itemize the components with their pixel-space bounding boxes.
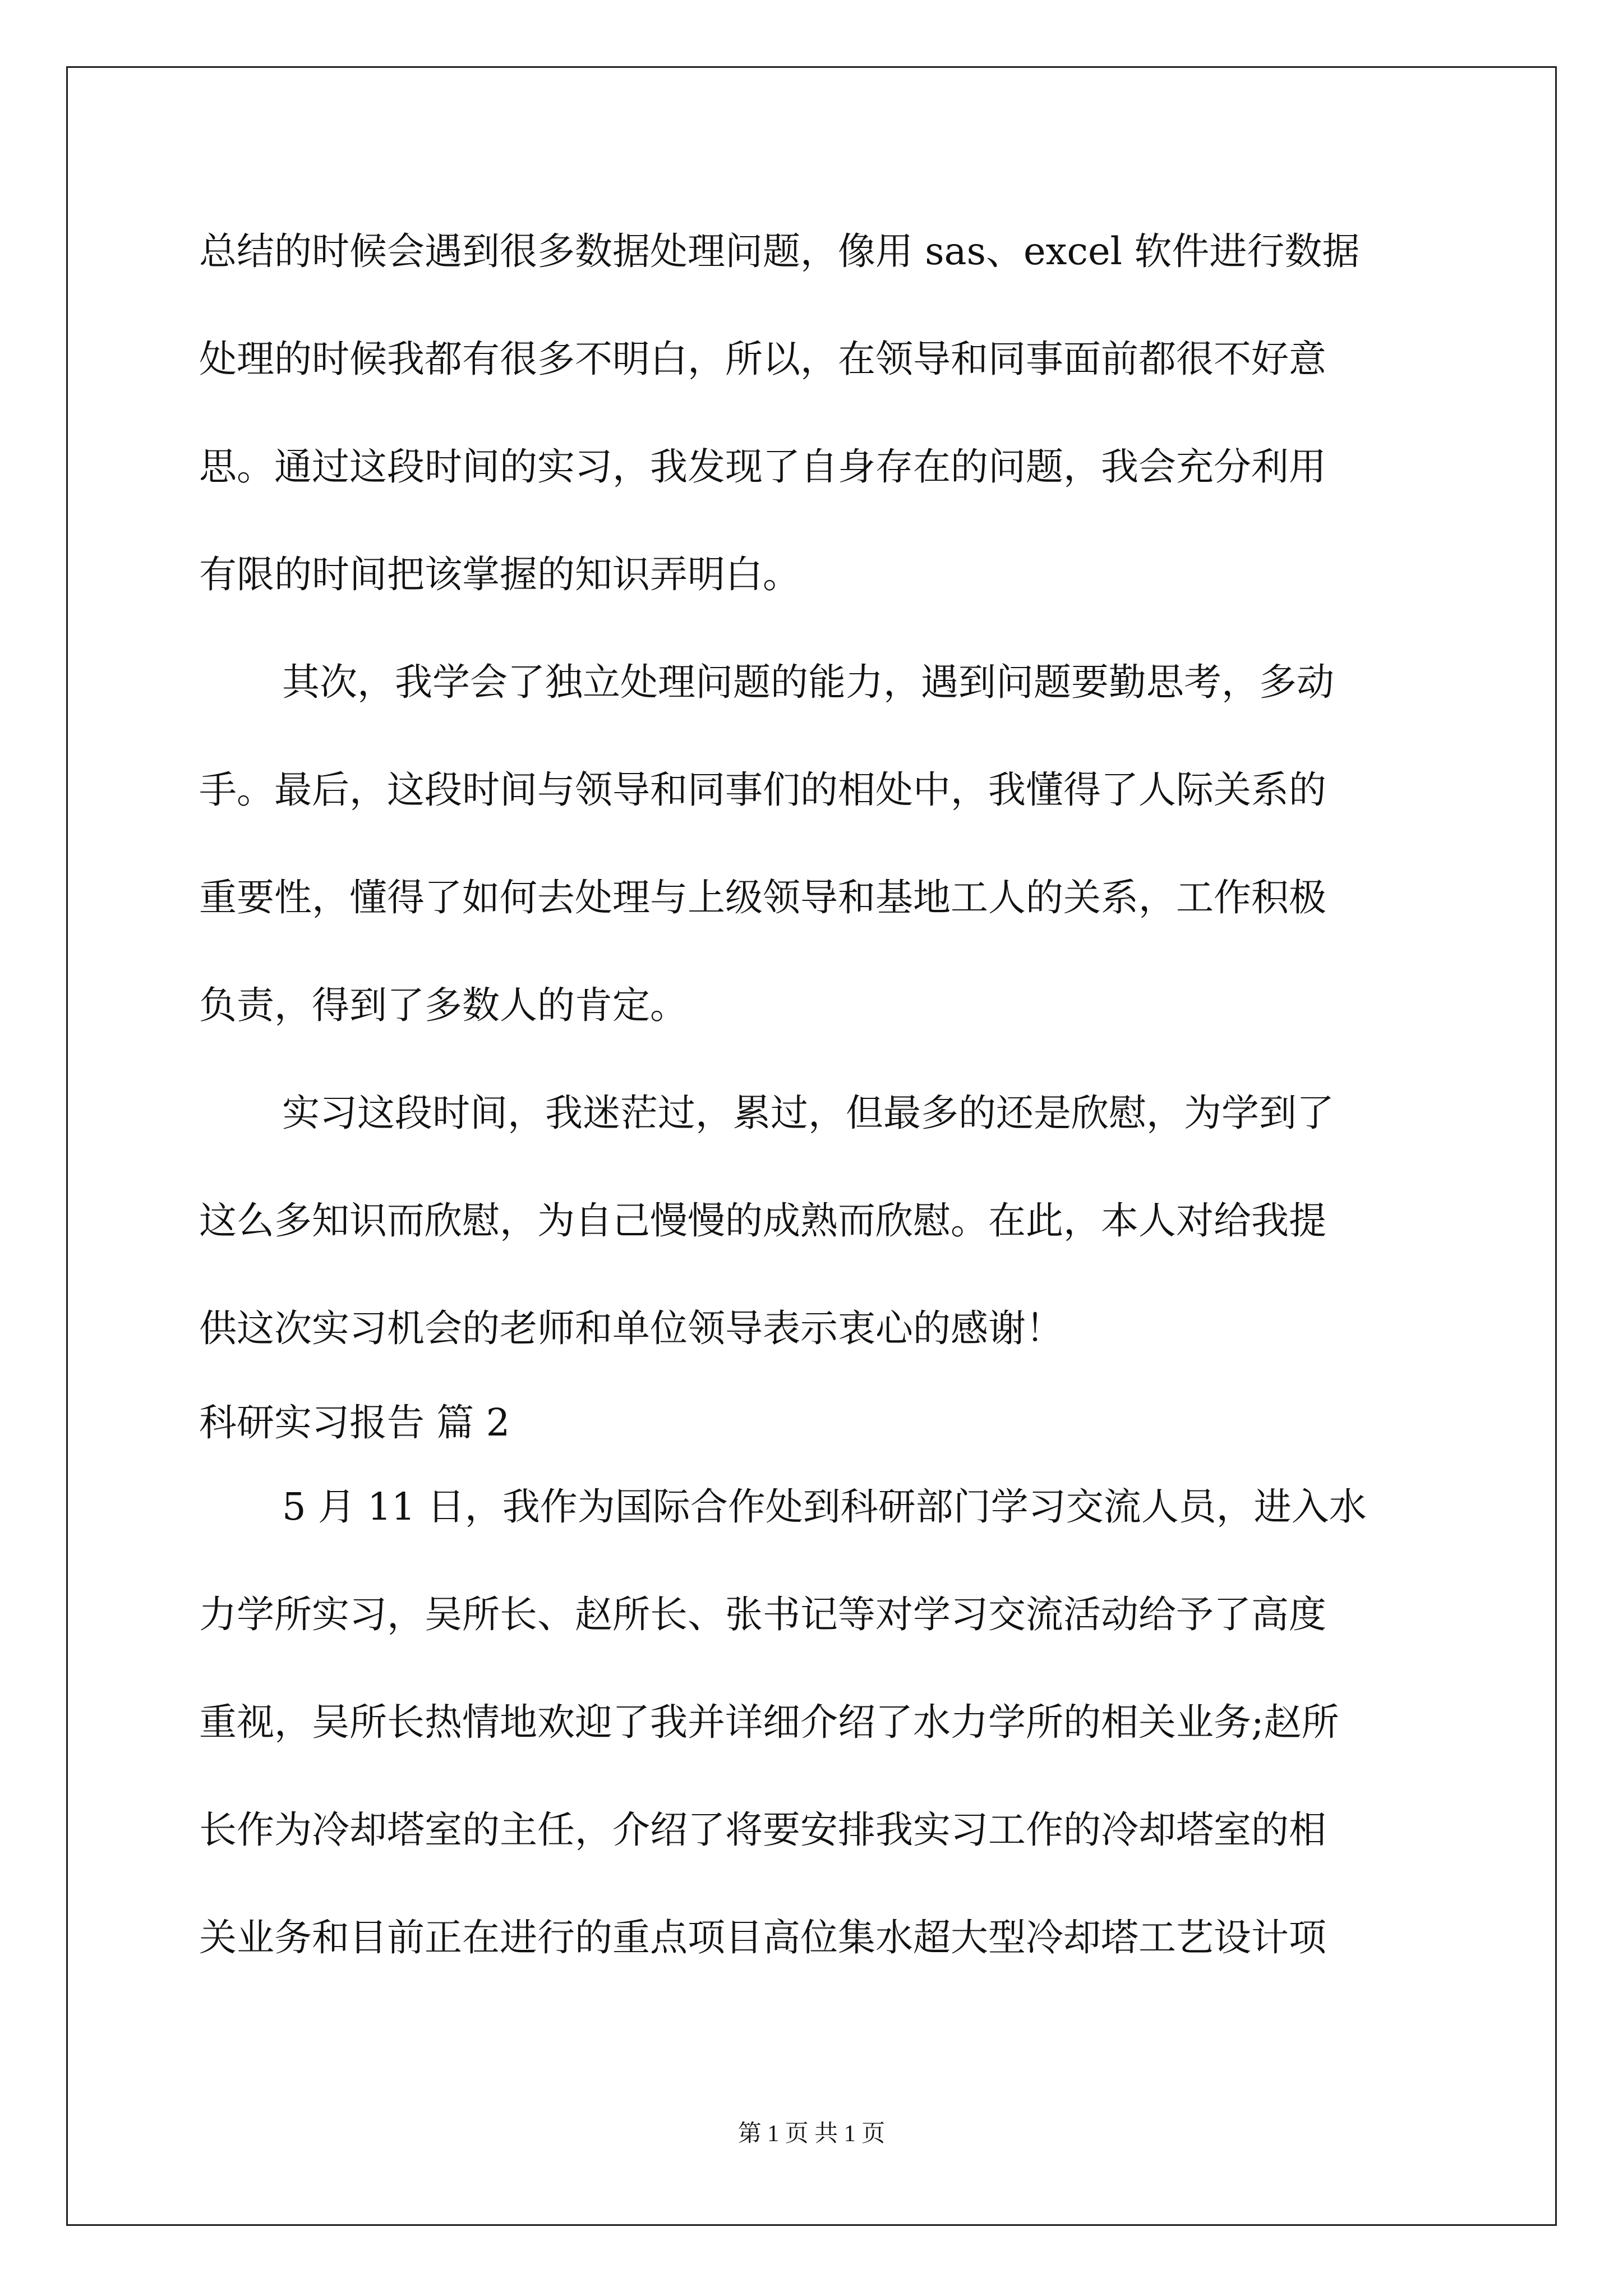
text-line: 其次，我学会了独立处理问题的能力，遇到问题要勤思考，多动 <box>282 660 1334 704</box>
text-line: 负责，得到了多数人的肯定。 <box>199 983 688 1027</box>
section-heading: 科研实习报告 篇 2 <box>199 1401 510 1444</box>
text-line: 供这次实习机会的老师和单位领导表示衷心的感谢！ <box>199 1306 1063 1350</box>
paragraph-2 <box>199 647 1433 1078</box>
page-footer: 第 1 页 共 1 页 <box>737 2121 886 2147</box>
document-body <box>199 216 1433 2010</box>
paragraph-3 <box>199 1078 1433 1387</box>
text-line: 力学所实习，吴所长、赵所长、张书记等对学习交流活动给予了高度 <box>199 1593 1326 1636</box>
text-line: 实习这段时间，我迷茫过，累过，但最多的还是欣慰，为学到了 <box>282 1091 1334 1135</box>
text-line: 长作为冷却塔室的主任，介绍了将要安排我实习工作的冷却塔室的相 <box>199 1808 1326 1852</box>
text-line: 关业务和目前正在进行的重点项目高位集水超大型冷却塔工艺设计项 <box>199 1916 1326 1959</box>
text-line: 重要性，懂得了如何去处理与上级领导和基地工人的关系，工作积极 <box>199 876 1326 919</box>
text-line: 有限的时间把该掌握的知识弄明白。 <box>199 553 800 596</box>
text-line: 重视，吴所长热情地欢迎了我并详细介绍了水力学所的相关业务;赵所 <box>199 1700 1339 1744</box>
text-line: 处理的时候我都有很多不明白，所以，在领导和同事面前都很不好意 <box>199 337 1326 381</box>
text-line: 思。通过这段时间的实习，我发现了自身存在的问题，我会充分利用 <box>199 445 1326 489</box>
text-line: 手。最后，这段时间与领导和同事们的相处中，我懂得了人际关系的 <box>199 768 1326 812</box>
text-line: 这么多知识而欣慰，为自己慢慢的成熟而欣慰。在此，本人对给我提 <box>199 1199 1326 1243</box>
text-line: 5 月 11 日，我作为国际合作处到科研部门学习交流人员，进入水 <box>282 1485 1367 1529</box>
paragraph-4 <box>199 1471 1433 2010</box>
paragraph-1 <box>199 216 1433 647</box>
text-line: 总结的时候会遇到很多数据处理问题，像用 sas、excel 软件进行数据 <box>199 229 1360 273</box>
